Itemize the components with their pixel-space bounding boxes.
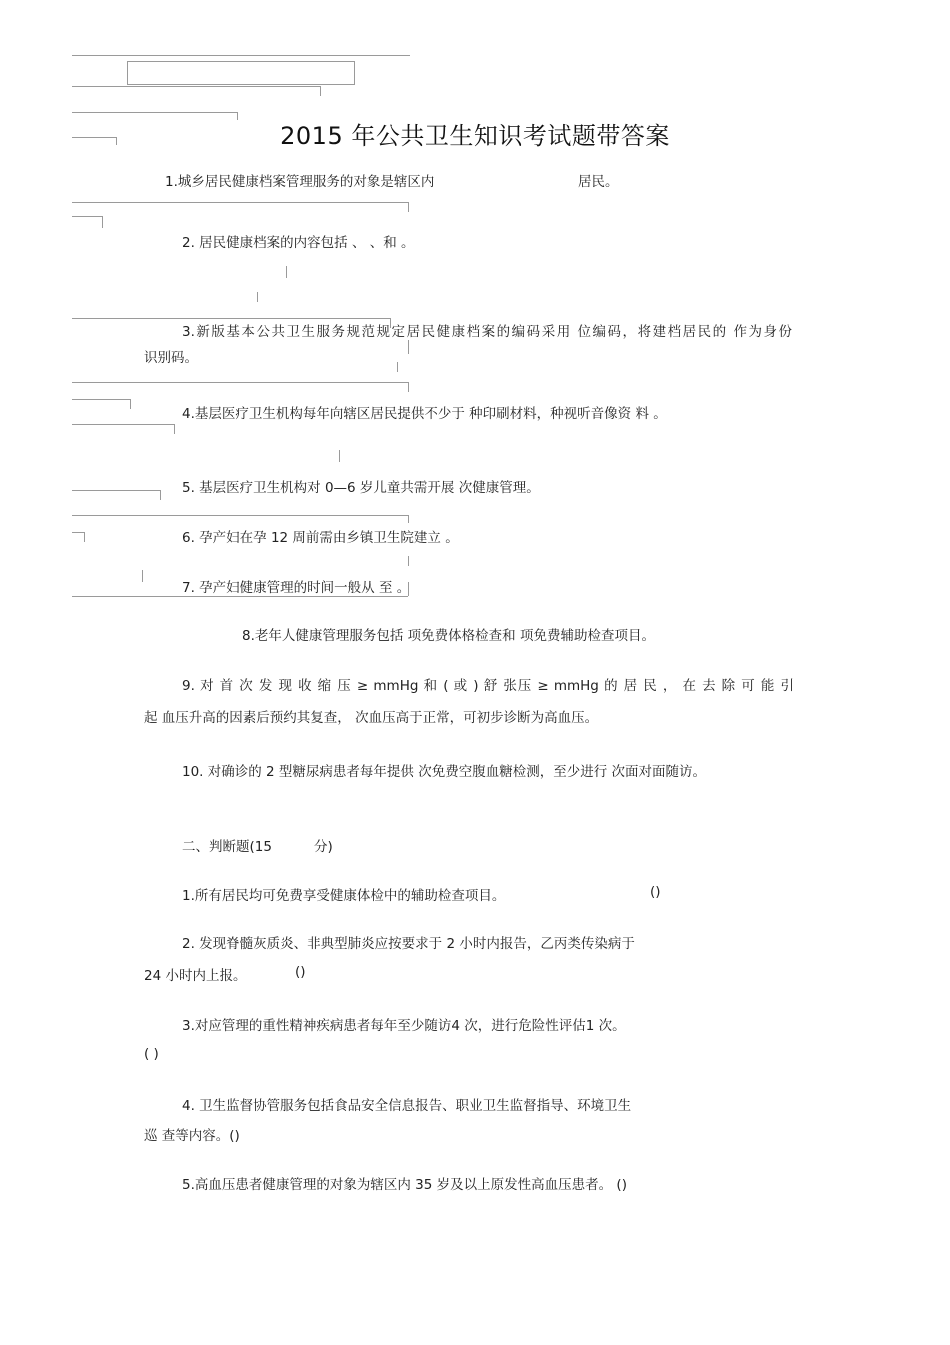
section-points: 分) (314, 839, 333, 855)
question-3-line-2: 识别码。 (144, 350, 198, 366)
question-1-text: 1.城乡居民健康档案管理服务的对象是辖区内 (165, 174, 435, 190)
tf-question-3-line-2: ( ) (144, 1046, 159, 1062)
tf-question-1: 1.所有居民均可免费享受健康体检中的辅助检查项目。 (182, 888, 506, 904)
question-4: 4.基层医疗卫生机构每年向辖区居民提供不少于 种印刷材料，种视听音像资 料 。 (182, 406, 667, 422)
tf-question-3-line-1: 3.对应管理的重性精神疾病患者每年至少随访4 次，进行危险性评估1 次。 (182, 1018, 626, 1034)
question-6: 6. 孕产妇在孕 12 周前需由乡镇卫生院建立 。 (182, 530, 459, 546)
question-1 (165, 170, 434, 190)
tf-question-2-paren: () (295, 964, 306, 980)
tf-question-5: 5.高血压患者健康管理的对象为辖区内 35 岁及以上原发性高血压患者。 () (182, 1177, 627, 1193)
tf-question-2-line-2: 24 小时内上报。 (144, 968, 247, 984)
tf-question-1-paren: () (650, 884, 661, 900)
question-10: 10. 对确诊的 2 型糖尿病患者每年提供 次免费空腹血糖检测，至少进行 次面对面随访。 (182, 764, 707, 780)
question-9-line-2: 起 血压升高的因素后预约其复查， 次血压高于正常，可初步诊断为高血压。 (144, 710, 599, 726)
question-1-suffix: 居民。 (578, 174, 619, 190)
question-3-line-1: 3.新版基本公共卫生服务规范规定居民健康档案的编码采用 位编码，将建档居民的 作为身份 (182, 324, 792, 340)
question-2: 2. 居民健康档案的内容包括 、 、和 。 (182, 235, 415, 251)
question-7: 7. 孕产妇健康管理的时间一般从 至 。 (182, 580, 411, 596)
tf-question-4-line-1: 4. 卫生监督协管服务包括食品安全信息报告、职业卫生监督指导、环境卫生 (182, 1098, 632, 1114)
tf-question-4-line-2: 巡 查等内容。() (144, 1128, 240, 1144)
page-title: 2015 年公共卫生知识考试题带答案 (280, 122, 670, 150)
question-8: 8.老年人健康管理服务包括 项免费体格检查和 项免费辅助检查项目。 (242, 628, 655, 644)
tf-question-2-line-1: 2. 发现脊髓灰质炎、非典型肺炎应按要求于 2 小时内报告，乙丙类传染病于 (182, 936, 635, 952)
question-5: 5. 基层医疗卫生机构对 0—6 岁儿童共需开展 次健康管理。 (182, 480, 540, 496)
section-heading: 二、判断题(15 (182, 839, 272, 855)
question-9-line-1: 9. 对 首 次 发 现 收 缩 压 ≥ mmHg 和 ( 或 ) 舒 张压 ≥ mmHg 的 居 民 ， 在 去 除 可 能 引 (182, 678, 794, 694)
